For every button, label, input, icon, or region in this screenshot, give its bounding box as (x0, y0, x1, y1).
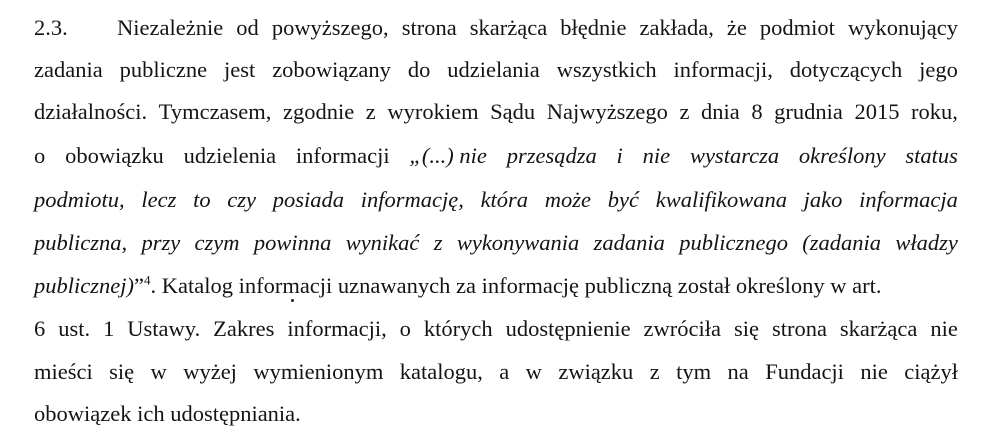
word: zakłada, (639, 15, 714, 40)
paragraph-line-8 (34, 309, 958, 349)
word: że (726, 15, 747, 40)
quote-word: publicznego (679, 230, 788, 255)
word: z (649, 359, 660, 384)
quote-word: czy (227, 187, 257, 212)
paragraph-line-7 (34, 266, 958, 306)
quote-word: publiczna, (34, 230, 128, 255)
word: z (679, 99, 690, 124)
word: skarżąca (469, 15, 548, 40)
word: zwróciła (643, 316, 722, 341)
quote-word: być (607, 187, 639, 212)
word: Niezależnie (117, 15, 224, 40)
quote-word: to (193, 187, 211, 212)
quote-word: przy (141, 230, 181, 255)
quote-word: wykonywania (456, 230, 580, 255)
scan-speck (291, 299, 294, 302)
word: od (236, 15, 259, 40)
word: 6 (34, 316, 46, 341)
word: mieści (34, 359, 93, 384)
quote-word: wynikać (345, 230, 420, 255)
word: informacji, (287, 316, 387, 341)
word: publiczne (119, 57, 208, 82)
word: obowiązku (65, 143, 164, 168)
word: działalności. (34, 99, 148, 124)
word: zadania (34, 57, 103, 82)
quote-word: powinna (253, 230, 332, 255)
word: błędnie (560, 15, 627, 40)
word: dotyczących (789, 57, 903, 82)
word: Sądu (490, 99, 536, 124)
word: ust. (58, 316, 91, 341)
word: strona (401, 15, 457, 40)
word: a (499, 359, 510, 384)
word: się (109, 359, 135, 384)
word: 1 (103, 316, 115, 341)
paragraph-line-9 (34, 352, 958, 392)
word: na (727, 359, 749, 384)
quote-word: posiada (272, 187, 345, 212)
quote-word: przesądza (506, 143, 597, 168)
word: zobowiązany (272, 57, 391, 82)
word: zgodnie (282, 99, 355, 124)
word: skarżąca (839, 316, 918, 341)
quote-word: i (616, 143, 623, 168)
word: wykonujący (847, 15, 958, 40)
word: z (365, 99, 376, 124)
word: 2015 (854, 99, 900, 124)
paragraph-line-3 (34, 92, 958, 132)
word: się (733, 316, 759, 341)
word: wszystkich (556, 57, 657, 82)
quote-word: władzy (895, 230, 958, 255)
quote-word: może (544, 187, 592, 212)
word: podmiot (759, 15, 835, 40)
word: Fundacji (765, 359, 844, 384)
word: informacji (295, 143, 390, 168)
word: jest (224, 57, 256, 82)
word: związku (558, 359, 634, 384)
paragraph-line-2 (34, 50, 958, 90)
quote-word: określony (798, 143, 886, 168)
quote-word: nie (642, 143, 671, 168)
quote-word: informację, (360, 187, 464, 212)
word: dnia (701, 99, 740, 124)
quote-word: lecz (141, 187, 177, 212)
paragraph-line-10: obowiązek ich udostępniania. (34, 401, 301, 426)
word: wymienionym (253, 359, 384, 384)
quote-end: publicznej) (34, 273, 134, 298)
word: tym (676, 359, 712, 384)
word: ciążył (904, 359, 958, 384)
word: informacji, (673, 57, 773, 82)
word: Najwyższego (546, 99, 668, 124)
quote-word: z (433, 230, 443, 255)
quote-word: kwalifikowana (655, 187, 787, 212)
word: katalogu, (399, 359, 483, 384)
word: 8 (751, 99, 763, 124)
word: udostępnienie (505, 316, 631, 341)
word: wyżej (183, 359, 237, 384)
quote-word: podmiotu, (34, 187, 125, 212)
paragraph-line-4 (34, 136, 958, 176)
word: Zakres (213, 316, 275, 341)
quote-word: która (480, 187, 529, 212)
word: do (407, 57, 431, 82)
paragraph-line-5 (34, 180, 958, 220)
quote-word: jako (803, 187, 843, 212)
word: których (423, 316, 493, 341)
quote-word: „(...) nie (409, 143, 487, 168)
paragraph-line-6 (34, 223, 958, 263)
quote-word: informacja (859, 187, 958, 212)
paragraph-line-1 (34, 8, 958, 48)
word: grudnia (774, 99, 843, 124)
quote-word: zadania (593, 230, 665, 255)
quote-word: czym (194, 230, 240, 255)
word: o (399, 316, 411, 341)
word: wyrokiem (387, 99, 479, 124)
word: nie (860, 359, 888, 384)
word: w (150, 359, 167, 384)
word: udzielania (447, 57, 540, 82)
closing-quote: ” (133, 273, 144, 298)
word: roku, (911, 99, 958, 124)
word: Ustawy. (127, 316, 201, 341)
word: w (525, 359, 542, 384)
word: nie (930, 316, 958, 341)
word: o (34, 143, 46, 168)
word: udzielenia (183, 143, 277, 168)
word: powyższego, (271, 15, 389, 40)
word: strona (771, 316, 827, 341)
word: Tymczasem, (158, 99, 272, 124)
paragraph-number: 2.3. (34, 15, 68, 40)
quote-word: status (905, 143, 958, 168)
quote-word: (zadania (802, 230, 882, 255)
word: jego (919, 57, 958, 82)
quote-word: wystarcza (689, 143, 780, 168)
line-text: . Katalog informacji uznawanych za informację publiczną został określony w art. (150, 273, 882, 298)
footnote-marker[interactable]: 4 (143, 272, 151, 288)
